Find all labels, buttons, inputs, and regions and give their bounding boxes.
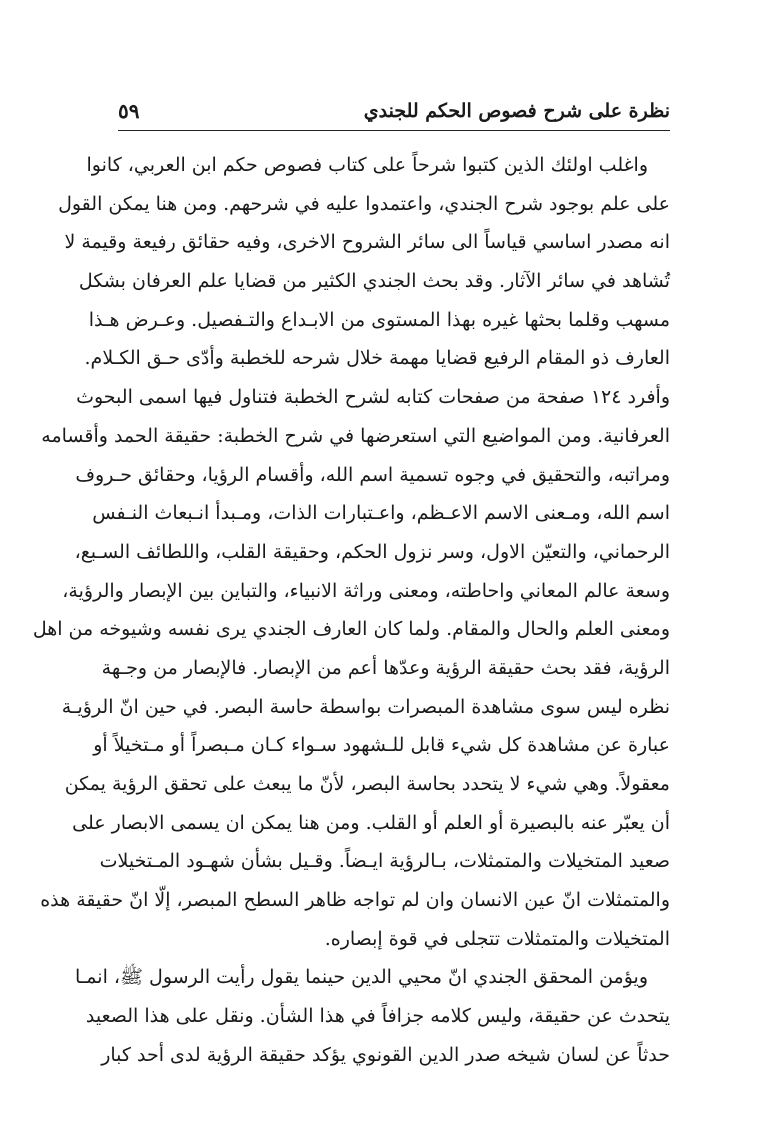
text-line: نظره ليس سوى مشاهدة المبصرات بواسطة حاسة البصر. في حين انّ الرؤيـة: [61, 695, 670, 718]
text-line: العرفانية. ومن المواضيع التي استعرضها في شرح الخطبة: حقيقة الحمد وأقسامه: [41, 424, 670, 447]
text-line: المتخيلات والمتمثلات تتجلى في قوة إبصاره.: [324, 927, 670, 950]
text-line: صعيد المتخيلات والمتمثلات، بـالرؤية ايـضاً. وقـيل بشأن شهـود المـتخيلات: [99, 850, 670, 873]
text-line: أن يعبّر عنه بالبصيرة أو العلم أو القلب. ومن هنا يمكن ان يسمى الابصار على: [72, 811, 670, 834]
text-line: على علم بوجود شرح الجندي، واعتمدوا عليه في شرحهم. ومن هنا يمكن القول: [58, 192, 670, 215]
text-line: تُشاهد في سائر الآثار. وقد بحث الجندي الكثير من قضايا علم العرفان بشكل: [78, 270, 670, 293]
text-line: وأفرد ١٢٤ صفحة من صفحات كتابه لشرح الخطبة فتناول فيها اسمى البحوث: [76, 386, 670, 409]
text-line: ويؤمن المحقق الجندي انّ محيي الدين حينما يقول رأيت الرسول ﷺ، انمـا: [74, 966, 648, 989]
text-line: الرحماني، والتعيّن الاول، وسر نزول الحكم، وحقيقة القلب، واللطائف السـبع،: [74, 540, 670, 563]
text-line: الرؤية، فقد بحث حقيقة الرؤية وعدّها أعم من الإبصار. فالإبصار من وجـهة: [101, 656, 670, 679]
text-line: والمتمثلات انّ عين الانسان وان لم تواجه ظاهر السطح المبصر، إلّا انّ حقيقة هذه: [40, 889, 670, 912]
text-line: واغلب اولئك الذين كتبوا شرحاً على كتاب فصوص حكم ابن العربي، كانوا: [86, 154, 648, 176]
text-line: ومعنى العلم والحال والمقام. ولما كان العارف الجندي يرى نفسه وشيوخه من اهل: [32, 618, 670, 641]
text-line: معقولاً. وهي شيء لا يتحدد بحاسة البصر، لأنّ ما يبعث على تحقق الرؤية يمكن: [64, 773, 670, 795]
text-line: ومراتبه، والتحقيق في وجوه تسمية اسم الله، وأقسام الرؤيا، وحقائق حـروف: [75, 463, 670, 486]
text-line: انه مصدر اساسي قياساً الى سائر الشروح الاخرى، وفيه حقائق رفيعة وقيمة لا: [64, 231, 670, 254]
running-title: نظرة على شرح فصوص الحكم للجندي: [363, 100, 670, 122]
text-line: مسهب وقلما بحثها غيره بهذا المستوى من الابـداع والتـفصيل. وعـرض هـذا: [88, 308, 670, 331]
body-text: [32, 146, 670, 1075]
text-line: يتحدث عن حقيقة، وليس كلامه جزافاً في هذا الشأن. ونقل على هذا الصعيد: [85, 1005, 670, 1028]
text-line: عبارة عن مشاهدة كل شيء قابل للـشهود سـواء كـان مـبصراً أو مـتخيلاً أو: [93, 734, 670, 757]
page-header: [118, 96, 670, 131]
text-line: حدثاً عن لسان شيخه صدر الدين القونوي يؤكد حقيقة الرؤية لدى أحد كبار: [101, 1043, 670, 1066]
text-line: وسعة عالم المعاني واحاطته، ومعنى وراثة الانبياء، والتباين بين الإبصار والرؤية،: [62, 579, 670, 602]
text-line: اسم الله، ومـعنى الاسم الاعـظم، واعـتبارات الذات، ومـبدأ انـبعاث النـفس: [92, 502, 670, 525]
text-line: العارف ذو المقام الرفيع قضايا مهمة خلال شرحه للخطبة وأدّى حـق الكـلام.: [84, 347, 670, 370]
page-number: ٥٩: [118, 99, 140, 123]
